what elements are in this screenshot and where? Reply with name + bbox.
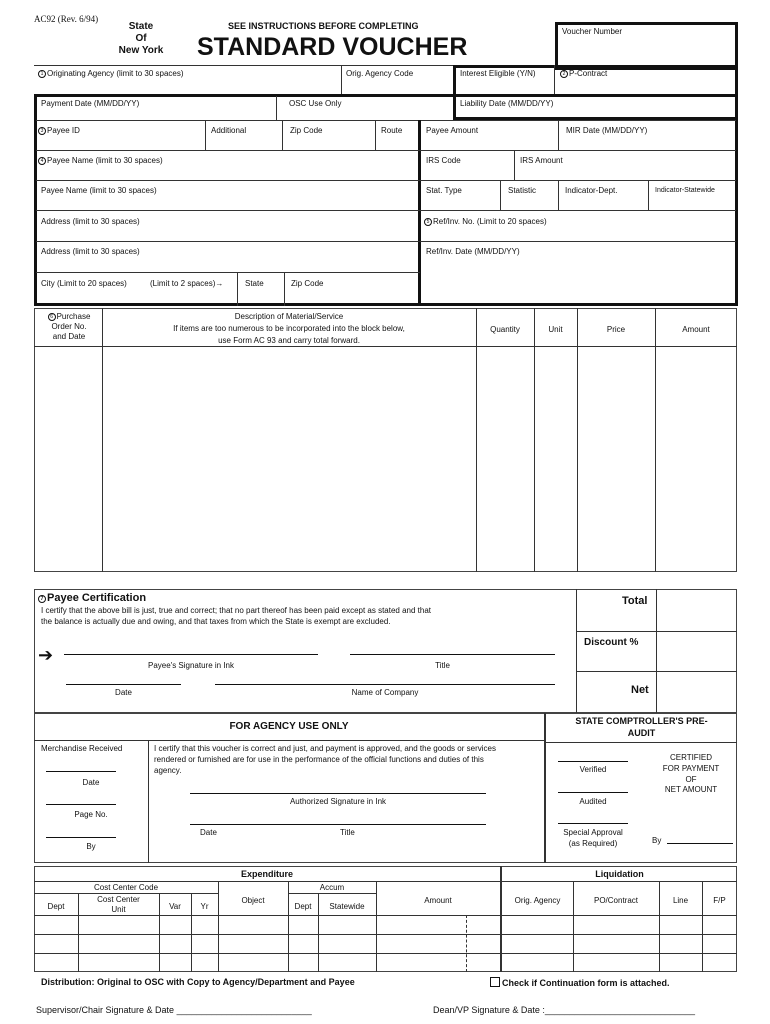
supervisor-signature-line: Supervisor/Chair Signature & Date ___________________________ bbox=[36, 1005, 312, 1015]
stat-type-field[interactable] bbox=[424, 197, 498, 209]
liability-date-label: Liability Date (MM/DD/YY) bbox=[460, 99, 554, 108]
ref-inv-no-field[interactable] bbox=[424, 228, 734, 240]
payment-date-field[interactable] bbox=[38, 108, 274, 120]
description-field[interactable] bbox=[104, 348, 474, 570]
limit-2-label: (Limit to 2 spaces)→ bbox=[150, 279, 224, 288]
net-label: Net bbox=[631, 684, 649, 696]
total-field[interactable] bbox=[658, 591, 735, 629]
agency-cert-text-3: agency. bbox=[154, 766, 182, 775]
interest-eligible-field[interactable] bbox=[458, 80, 552, 94]
form-id: AC92 (Rev. 6/94) bbox=[34, 14, 99, 24]
payee-amount-label: Payee Amount bbox=[426, 126, 479, 135]
payment-date-label: Payment Date (MM/DD/YY) bbox=[41, 99, 140, 108]
certification-date-label: Date bbox=[115, 688, 132, 697]
payee-name-1-field[interactable] bbox=[38, 167, 416, 179]
audited-field[interactable] bbox=[558, 778, 628, 791]
city-label: City (Limit to 20 spaces) bbox=[41, 279, 127, 288]
form-title: STANDARD VOUCHER bbox=[197, 33, 468, 61]
distribution-note: Distribution: Original to OSC with Copy to Agency/Department and Payee bbox=[41, 977, 355, 987]
interest-eligible-label: Interest Eligible (Y/N) bbox=[460, 69, 536, 78]
dean-signature-field[interactable] bbox=[560, 1000, 738, 1014]
circle-marker-icon: 7 bbox=[38, 595, 46, 603]
special-approval-label-2: (as Required) bbox=[568, 839, 618, 848]
purchase-order-label-2: Order No. bbox=[51, 322, 87, 331]
state-label: State bbox=[245, 279, 264, 288]
voucher-number-label: Voucher Number bbox=[562, 27, 623, 36]
ref-inv-date-field[interactable] bbox=[424, 258, 734, 270]
route-label: Route bbox=[381, 126, 403, 135]
address-2-label: Address (limit to 30 spaces) bbox=[41, 247, 140, 256]
object-label: Object bbox=[241, 896, 265, 905]
fp-label: F/P bbox=[713, 896, 726, 905]
mir-date-field[interactable] bbox=[562, 137, 734, 149]
agency-cert-text-2: rendered or furnished are for use in the performance of the official functions and duties of this bbox=[154, 755, 484, 764]
price-label: Price bbox=[606, 325, 626, 334]
ref-inv-date-label: Ref/Inv. Date (MM/DD/YY) bbox=[426, 247, 520, 256]
circle-marker-icon: 3 bbox=[38, 127, 46, 135]
mir-date-label: MIR Date (MM/DD/YY) bbox=[566, 126, 648, 135]
zip-code-2-label: Zip Code bbox=[291, 279, 324, 288]
address-2-field[interactable] bbox=[38, 258, 416, 270]
certified-label-1: CERTIFIED bbox=[669, 753, 713, 762]
certification-text-1: I certify that the above bill is just, true and correct; that no part thereof has been paid except as stated and that bbox=[41, 606, 432, 615]
expenditure-row-2[interactable] bbox=[35, 935, 736, 952]
osc-use-only-label: OSC Use Only bbox=[289, 99, 342, 108]
city-field[interactable] bbox=[38, 290, 234, 302]
address-1-label: Address (limit to 30 spaces) bbox=[41, 217, 140, 226]
zip-code-2-field[interactable] bbox=[288, 290, 414, 302]
supervisor-signature-field[interactable] bbox=[192, 1000, 347, 1014]
continuation-checkbox[interactable] bbox=[490, 977, 500, 987]
accum-label: Accum bbox=[319, 883, 345, 892]
orig-agency-field[interactable] bbox=[36, 80, 338, 94]
payee-name-1-label: 4 Payee Name (limit to 30 spaces) bbox=[38, 156, 163, 166]
comptroller-title-2: AUDIT bbox=[627, 728, 656, 738]
by-field[interactable] bbox=[46, 823, 116, 836]
irs-amount-label: IRS Amount bbox=[520, 156, 563, 165]
cost-center-unit-label-1: Cost Center bbox=[97, 895, 140, 904]
certification-title: 7 Payee Certification bbox=[38, 592, 146, 605]
verified-label: Verified bbox=[579, 765, 607, 774]
route-field[interactable] bbox=[378, 137, 416, 149]
po-contract-label: PO/Contract bbox=[593, 896, 638, 905]
circle-marker-icon: 2 bbox=[560, 70, 568, 78]
expenditure-title: Expenditure bbox=[240, 869, 293, 879]
irs-code-field[interactable] bbox=[424, 167, 512, 179]
agency-cert-text-1: I certify that this voucher is correct and just, and payment is approved, and the goods or services bbox=[154, 744, 496, 753]
p-contract-label: 2 P-Contract bbox=[560, 69, 607, 79]
certified-label-2: FOR PAYMENT bbox=[662, 764, 720, 773]
page-no-field[interactable] bbox=[46, 790, 116, 803]
special-approval-field[interactable] bbox=[558, 809, 628, 822]
quantity-label: Quantity bbox=[490, 325, 520, 334]
agency-use-title: FOR AGENCY USE ONLY bbox=[229, 721, 349, 732]
unit-label: Unit bbox=[548, 325, 563, 334]
circle-marker-icon: 4 bbox=[38, 157, 46, 165]
discount-field[interactable] bbox=[658, 633, 735, 669]
orig-agency-code-field[interactable] bbox=[344, 80, 450, 94]
certification-date-field[interactable] bbox=[66, 670, 181, 683]
payee-name-2-field[interactable] bbox=[38, 197, 416, 209]
state-line-3: New York bbox=[118, 45, 164, 56]
company-name-field[interactable] bbox=[215, 670, 555, 683]
line-label: Line bbox=[672, 896, 689, 905]
accum-dept-label: Dept bbox=[294, 902, 312, 911]
by-label: By bbox=[86, 842, 96, 851]
agency-date-title-field[interactable] bbox=[190, 810, 486, 823]
special-approval-label-1: Special Approval bbox=[563, 828, 623, 837]
net-field[interactable] bbox=[658, 673, 735, 711]
certified-label-3: OF bbox=[685, 775, 697, 784]
circle-marker-icon: 1 bbox=[38, 70, 46, 78]
merch-received-label: Merchandise Received bbox=[41, 744, 123, 753]
description-label: Description of Material/Service bbox=[234, 312, 344, 321]
state-field[interactable] bbox=[240, 290, 282, 302]
company-name-label: Name of Company bbox=[351, 688, 419, 697]
amount-label: Amount bbox=[682, 325, 710, 334]
orig-agency-label: 1 Originating Agency (limit to 30 spaces) bbox=[38, 69, 184, 79]
comptroller-title-1: STATE COMPTROLLER'S PRE- bbox=[575, 716, 708, 726]
payee-id-label: 3 Payee ID bbox=[38, 126, 80, 136]
p-contract-field[interactable] bbox=[558, 80, 734, 94]
zip-code-label: Zip Code bbox=[290, 126, 323, 135]
payee-name-2-label: Payee Name (limit to 30 spaces) bbox=[41, 186, 157, 195]
payee-title-label: Title bbox=[435, 661, 450, 670]
blank-right-field[interactable] bbox=[424, 274, 734, 302]
dean-signature-line: Dean/VP Signature & Date :______________________________ bbox=[433, 1005, 696, 1015]
certification-text-2: the balance is actually due and owing, and that taxes from which the State is exempt are excluded. bbox=[41, 617, 391, 626]
yr-label: Yr bbox=[200, 902, 209, 911]
ref-inv-no-label: 5 Ref/Inv. No. (Limit to 20 spaces) bbox=[424, 217, 547, 227]
total-label: Total bbox=[622, 595, 648, 607]
orig-agency-code-label: Orig. Agency Code bbox=[346, 69, 414, 78]
comptroller-by-label: By bbox=[652, 836, 662, 845]
stat-type-label: Stat. Type bbox=[426, 186, 462, 195]
purchase-order-label: 6 Purchase bbox=[36, 312, 102, 322]
zip-code-field[interactable] bbox=[285, 137, 373, 149]
description-note-1: If items are too numerous to be incorporated into the block below, bbox=[173, 324, 405, 333]
indicator-statewide-label: Indicator-Statewide bbox=[655, 187, 715, 194]
voucher-number-field[interactable] bbox=[560, 40, 732, 66]
additional-label: Additional bbox=[211, 126, 247, 135]
indicator-statewide-field[interactable] bbox=[652, 197, 734, 209]
agency-title-label: Title bbox=[340, 828, 355, 837]
expenditure-row-1[interactable] bbox=[35, 916, 736, 933]
indicator-dept-label: Indicator-Dept. bbox=[565, 186, 618, 195]
page-no-label: Page No. bbox=[74, 810, 108, 819]
statistic-field[interactable] bbox=[504, 197, 556, 209]
liq-orig-agency-label: Orig. Agency bbox=[514, 896, 561, 905]
var-label: Var bbox=[169, 902, 181, 911]
purchase-order-label-3: and Date bbox=[52, 332, 86, 341]
statistic-label: Statistic bbox=[508, 186, 537, 195]
discount-label: Discount % bbox=[584, 637, 639, 648]
description-note-2: use Form AC 93 and carry total forward. bbox=[218, 336, 360, 345]
purchase-order-field[interactable] bbox=[36, 348, 100, 570]
indicator-dept-field[interactable] bbox=[562, 197, 646, 209]
payee-signature-label: Payee's Signature in Ink bbox=[147, 661, 235, 670]
cost-center-unit-label-2: Unit bbox=[111, 905, 126, 914]
payee-id-field[interactable] bbox=[38, 137, 202, 149]
quantity-field[interactable] bbox=[478, 348, 532, 570]
authorized-signature-field[interactable] bbox=[190, 778, 486, 792]
address-1-field[interactable] bbox=[38, 228, 416, 240]
irs-amount-field[interactable] bbox=[518, 167, 734, 179]
audited-label: Audited bbox=[579, 797, 607, 806]
payee-title-field[interactable] bbox=[350, 638, 555, 653]
amount-field[interactable] bbox=[657, 348, 735, 570]
payee-amount-field[interactable] bbox=[424, 137, 556, 149]
comptroller-by-field[interactable] bbox=[667, 830, 733, 842]
state-line-1: State bbox=[128, 21, 154, 32]
payee-signature-field[interactable] bbox=[64, 638, 318, 653]
certified-label-4: NET AMOUNT bbox=[664, 785, 718, 794]
agency-date-label: Date bbox=[200, 828, 217, 837]
merch-received-date-field[interactable] bbox=[46, 757, 116, 770]
additional-field[interactable] bbox=[208, 137, 280, 149]
unit-field[interactable] bbox=[536, 348, 575, 570]
dept-label: Dept bbox=[47, 902, 65, 911]
statewide-label: Statewide bbox=[329, 902, 365, 911]
liability-date-field[interactable] bbox=[458, 108, 734, 120]
price-field[interactable] bbox=[579, 348, 653, 570]
verified-field[interactable] bbox=[558, 747, 628, 760]
continuation-label: Check if Continuation form is attached. bbox=[502, 978, 670, 988]
state-line-2: Of bbox=[135, 33, 147, 44]
expenditure-row-3[interactable] bbox=[35, 954, 736, 971]
arrow-right-icon: ➔ bbox=[38, 645, 54, 665]
authorized-signature-label: Authorized Signature in Ink bbox=[289, 797, 387, 806]
expenditure-amount-label: Amount bbox=[424, 896, 452, 905]
merch-date-label: Date bbox=[82, 778, 100, 787]
circle-marker-icon: 6 bbox=[48, 313, 56, 321]
cost-center-code-label: Cost Center Code bbox=[93, 883, 159, 892]
circle-marker-icon: 5 bbox=[424, 218, 432, 226]
instructions-notice: SEE INSTRUCTIONS BEFORE COMPLETING bbox=[228, 21, 419, 31]
irs-code-label: IRS Code bbox=[426, 156, 461, 165]
liquidation-title: Liquidation bbox=[595, 869, 644, 879]
